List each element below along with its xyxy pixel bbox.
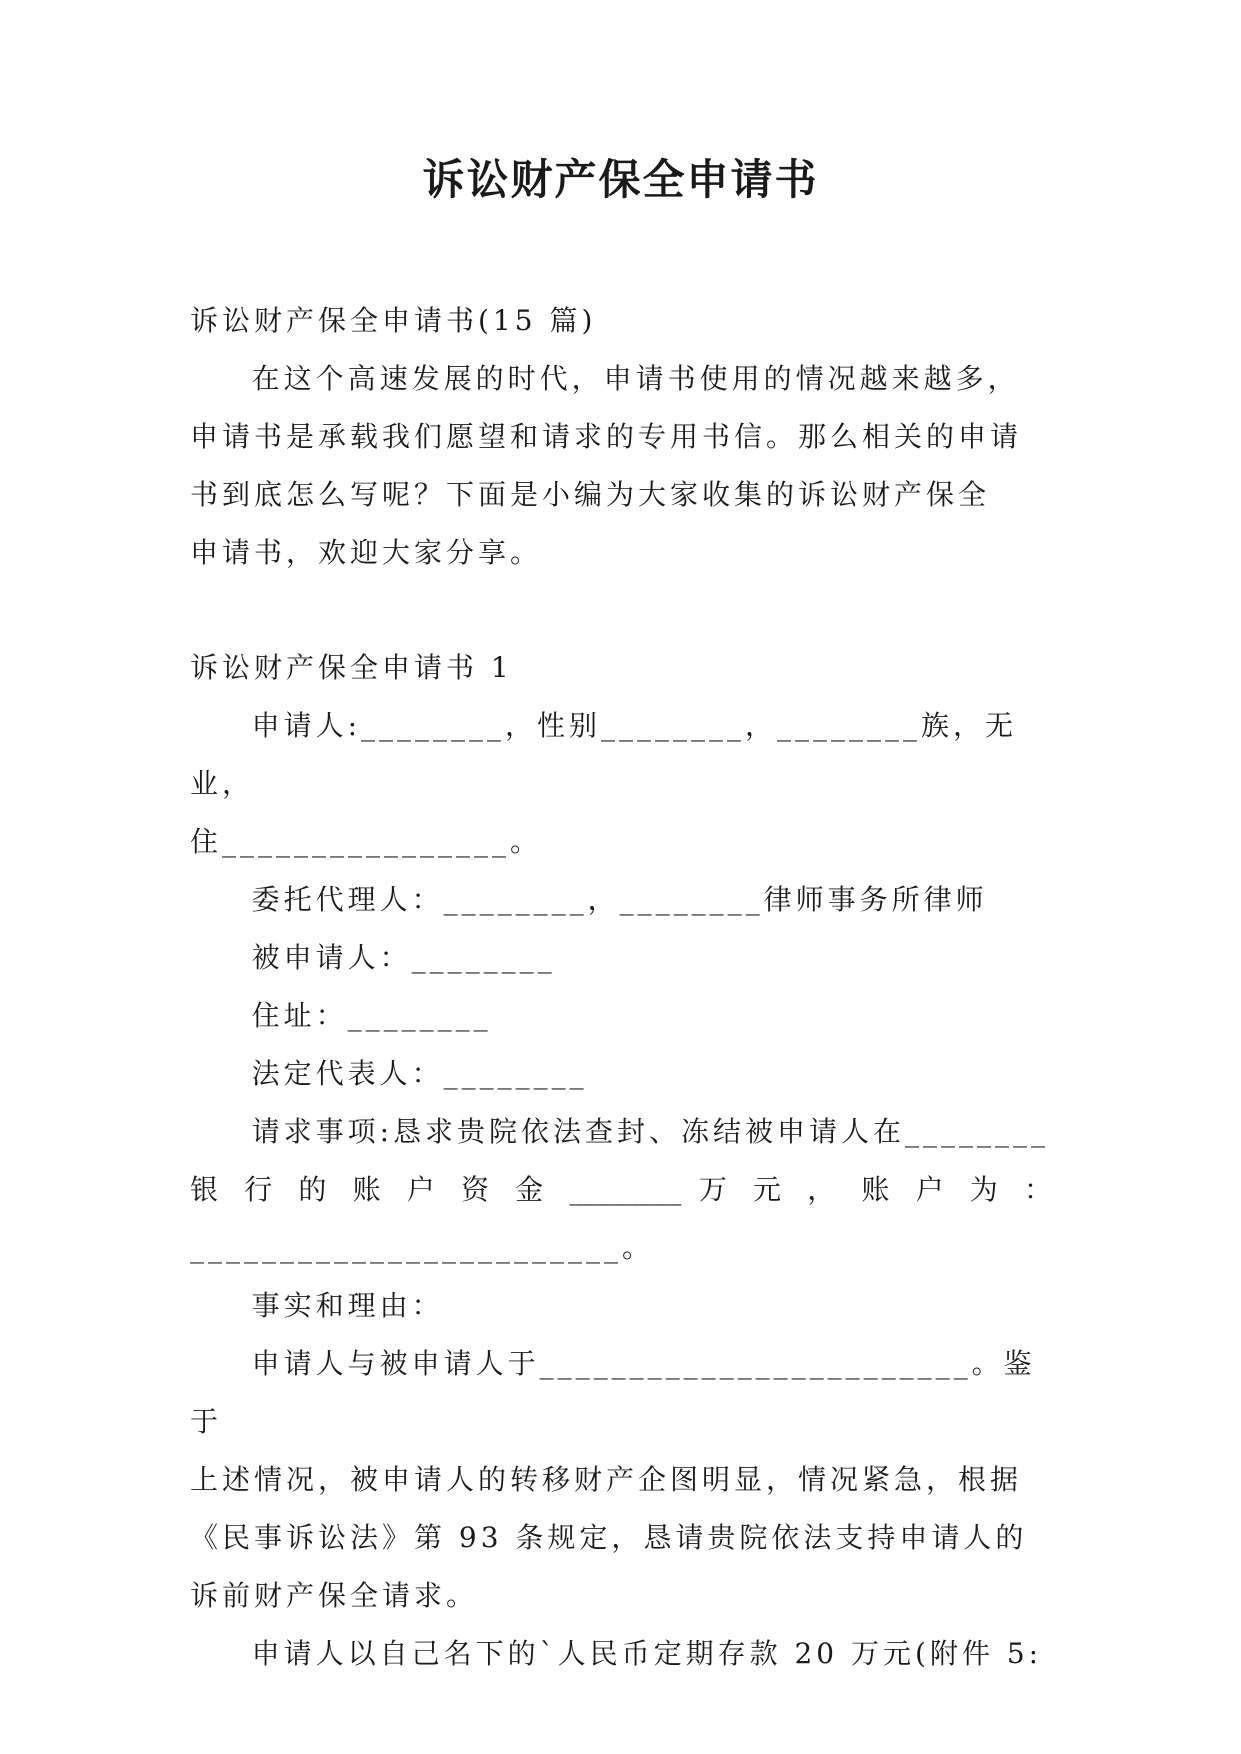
paragraph-gap bbox=[190, 582, 1052, 639]
facts-line-4: 诉前财产保全请求。 bbox=[190, 1579, 479, 1612]
facts-line-2: 上述情况，被申请人的转移财产企图明显，情况紧急，根据 bbox=[190, 1463, 1023, 1496]
subtitle-line: 诉讼财产保全申请书(15 篇) bbox=[190, 304, 597, 337]
intro-paragraph-line-1: 在这个高速发展的时代，申请书使用的情况越来越多， bbox=[251, 362, 1020, 395]
request-line-3: ________________________。 bbox=[190, 1231, 655, 1264]
applicant-address-line: 住________________。 bbox=[190, 825, 543, 858]
request-line-2: 银 行 的 账 户 资 金 ________ 万 元 ， 账 户 为 ： bbox=[190, 1173, 1052, 1206]
facts-line-3: 《民事诉讼法》第 93 条规定，恳请贵院依法支持申请人的 bbox=[190, 1521, 1028, 1554]
legal-rep-line: 法定代表人：________ bbox=[251, 1057, 588, 1090]
agent-line: 委托代理人：________，________律师事务所律师 bbox=[251, 883, 988, 916]
intro-paragraph-line-2: 申请书是承载我们愿望和请求的专用书信。那么相关的申请 bbox=[190, 420, 1023, 453]
facts-line-1: 申请人与被申请人于________________________。鉴于 bbox=[190, 1347, 1036, 1438]
request-line-1: 请求事项:恳求贵院依法查封、冻结被申请人在________ bbox=[251, 1115, 1050, 1148]
intro-paragraph-line-4: 申请书，欢迎大家分享。 bbox=[190, 536, 543, 569]
facts-heading: 事实和理由： bbox=[251, 1289, 444, 1322]
respondent-line: 被申请人：________ bbox=[251, 941, 556, 974]
applicant-line: 申请人:________，性别________，________族，无业， bbox=[190, 709, 1018, 800]
document-title: 诉讼财产保全申请书 bbox=[422, 155, 819, 204]
address-line: 住址：________ bbox=[251, 999, 492, 1032]
intro-paragraph-line-3: 书到底怎么写呢？下面是小编为大家收集的诉讼财产保全 bbox=[190, 478, 991, 511]
guarantee-line: 申请人以自己名下的`人民币定期存款 20 万元(附件 5: bbox=[251, 1637, 1043, 1670]
document-body bbox=[190, 292, 1052, 1683]
section-heading: 诉讼财产保全申请书 1 bbox=[190, 651, 513, 684]
